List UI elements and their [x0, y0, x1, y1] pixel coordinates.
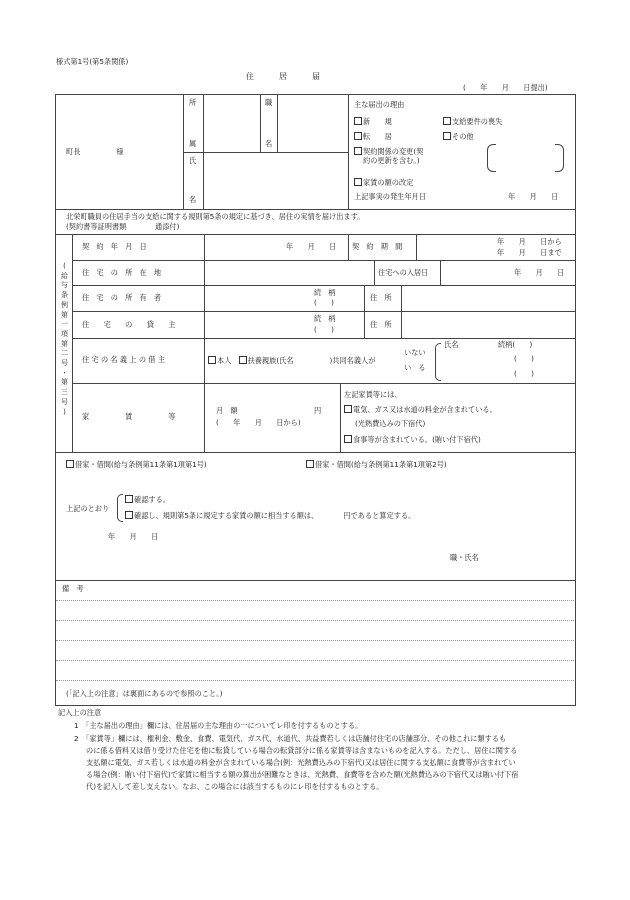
divider [72, 338, 576, 339]
location-label: 住 宅 の 所 在 地 [82, 268, 162, 277]
co-owner-none[interactable]: いない [404, 348, 426, 357]
contract-period-label: 契 約 期 間 [352, 242, 403, 251]
label-shoku: 名 [265, 139, 273, 148]
label-shoku: 職 [265, 98, 273, 107]
frame-bottom [55, 705, 576, 706]
checkbox[interactable] [354, 117, 362, 125]
checkbox[interactable] [354, 178, 362, 186]
reason-loss[interactable]: 支給要件の喪失 [443, 117, 502, 126]
checkbox[interactable] [354, 132, 362, 140]
lender-label: 住 宅 の 貸 主 [82, 320, 176, 329]
divider [72, 311, 576, 312]
divider [55, 234, 576, 235]
bracket-left [487, 144, 496, 172]
divider [72, 285, 576, 286]
checkbox[interactable] [125, 495, 133, 503]
owner-relation-paren[interactable]: ( ) [314, 298, 334, 307]
statement-line1: 北栄町職員の住居手当の支給に関する規則第5条の規定に基づき、居住の実情を届け出ます。 [66, 212, 365, 221]
divider [401, 285, 402, 338]
divider [72, 260, 576, 261]
divider [364, 285, 365, 338]
bracket-left [117, 494, 123, 522]
checkbox[interactable] [344, 405, 352, 413]
co-owner-exists[interactable]: い る [404, 363, 426, 372]
divider [55, 580, 576, 581]
checkbox[interactable] [354, 147, 362, 155]
cert-item2[interactable]: 借家・借間(給与条例第11条第1項第2号) [306, 460, 447, 469]
checkbox[interactable] [443, 132, 451, 140]
period-to[interactable]: 年 月 日まで [497, 248, 562, 257]
reason-contract-cont: 約の更新を含む。) [363, 156, 420, 165]
reason-contract[interactable]: 契約関係の変更(契 [354, 147, 423, 156]
note-1: 1 「主な届出の理由」欄には、住居届の主な理由の一についてレ印を付するものとする。 [74, 721, 363, 730]
reason-new[interactable]: 新 規 [354, 117, 392, 126]
reason-move[interactable]: 転 居 [354, 132, 392, 141]
form-title: 住 居 届 [246, 72, 323, 81]
location-field[interactable] [208, 263, 372, 283]
movein-label: 住宅への入居日 [378, 268, 429, 277]
confirm-option2[interactable]: 確認し、規則第5条に規定する家賃の額に相当する額は、 円であると算定する。 [125, 511, 415, 520]
divider [183, 152, 348, 153]
contract-date-value[interactable]: 年 月 日 [286, 242, 337, 251]
co-owner-relation[interactable]: 続柄( ) [498, 340, 533, 349]
confirm-lead: 上記のとおり [66, 504, 110, 513]
checkbox[interactable] [125, 511, 133, 519]
tenant-options[interactable]: 本人 扶養親族(氏名 )共同名義人が [208, 356, 375, 365]
checkbox[interactable] [208, 356, 216, 364]
divider [204, 234, 205, 452]
shozoku-field[interactable] [206, 99, 258, 149]
divider [55, 209, 576, 210]
label-shimei: 名 [189, 195, 197, 204]
reason-title: 主な届出の理由 [354, 100, 405, 109]
remarks-label: 備 考 [62, 584, 84, 593]
note-2-line5: 代)を記入して差し支えない。なお、この場合には該当するものにレ印を付するものとする。 [86, 782, 384, 791]
lender-relation-label: 続 柄 [314, 314, 336, 323]
divider [348, 234, 349, 260]
co-owner-name-label: 氏名 [444, 340, 459, 349]
checkbox[interactable] [443, 117, 451, 125]
owner-address-label: 住 所 [370, 293, 392, 302]
checkbox[interactable] [239, 356, 247, 364]
occur-label: 上記事実の発生年月日 [354, 192, 426, 201]
lender-address-label: 住 所 [370, 320, 392, 329]
cert-signature-label: 職・氏名 [450, 553, 479, 562]
bracket-right [555, 144, 564, 172]
owner-address-field[interactable] [405, 289, 573, 309]
yen-unit: 円 [314, 406, 322, 415]
confirm-option1[interactable]: 確認する。 [125, 495, 170, 504]
tenant-label: 住 宅 の 名 義 上 の 借 主 [82, 355, 165, 364]
contract-date-label: 契 約 年 月 日 [82, 242, 147, 251]
submit-date: ( 年 月 日提出) [463, 83, 548, 92]
divider [260, 94, 261, 152]
note-2-line1: 2 「家賃等」欄には、権利金、敷金、食費、電気代、ガス代、水道代、共益費若しくは店舗付住宅の店舗部分、その他これに類するも [74, 734, 507, 743]
divider [340, 383, 341, 452]
rent-utilities[interactable]: 電気、ガス又は水道の料金が含まれている。 [344, 405, 497, 414]
label-shozoku: 所 [189, 98, 197, 107]
form-number: 様式第1号(第5条関係) [56, 57, 129, 66]
monthly-label: 月 額 [216, 406, 238, 415]
divider [440, 260, 441, 285]
bracket-left [435, 343, 441, 381]
cert-date[interactable]: 年 月 日 [108, 532, 159, 541]
checkbox[interactable] [344, 435, 352, 443]
rent-included-note: 左記家賃等には、 [344, 390, 402, 399]
rent-meals[interactable]: 食事等が含まれている。(賄い付下宿代) [344, 435, 481, 444]
cert-item1[interactable]: 借家・借間(給与条例第11条第1項第1号) [66, 460, 207, 469]
movein-value[interactable]: 年 月 日 [514, 268, 565, 277]
notes-title: 記入上の注意 [58, 708, 102, 717]
checkbox[interactable] [306, 460, 314, 468]
divider [416, 234, 417, 260]
frame-right [575, 94, 576, 705]
frame-top [55, 94, 576, 95]
shimei-field[interactable] [206, 156, 346, 206]
remarks-field[interactable] [58, 596, 574, 682]
lender-address-field[interactable] [405, 315, 573, 335]
reason-rent[interactable]: 家賃の額の改定 [354, 178, 413, 187]
remarks-footer: (「記入上の注意」は裏面にあるので参照のこと。) [66, 689, 223, 698]
note-2-line2: のに係る借料又は借り受けた住宅を他に転貸している場合の転貸部分に係る家賃等は含まないものを記入する。ただし、居住に関する [86, 746, 518, 755]
divider [72, 383, 576, 384]
note-2-line4: る場合(例：賄い付下宿代)で家賃に相当する額の算出が困難なときは、光熱費、食費等を含めた額(光熱費込みの下宿代又は賄い付下宿 [86, 770, 519, 779]
divider [374, 260, 375, 285]
divider [277, 94, 278, 152]
label-shimei: 氏 [189, 156, 197, 165]
label-shozoku: 属 [189, 139, 197, 148]
statement-line2: (契約書等証明書類 通添付) [66, 222, 180, 231]
occur-date[interactable]: 年 月 日 [508, 192, 559, 201]
shoku-field[interactable] [280, 99, 346, 149]
frame-left [55, 94, 56, 705]
reason-other[interactable]: その他 [443, 132, 474, 141]
note-2-line3: 支払額に電気、ガス若しくは水道の料金が含まれている場合(例：光熱費込みの下宿代)又は居住に関する支払額に食費等が含まれてい [86, 758, 516, 767]
rent-label: 家 賃 等 [82, 412, 176, 421]
divider [72, 234, 73, 452]
rent-from[interactable]: ( 年 月 日から) [216, 418, 301, 427]
divider [55, 452, 576, 453]
rent-utilities-sub: (光熱費込みの下宿代) [355, 419, 426, 428]
period-from[interactable]: 年 月 日から [497, 237, 562, 246]
divider [348, 94, 349, 209]
side-label: ( 給 与 条 例 第 一 項 第 二 号 ・ 第 三 号 ) [61, 262, 68, 416]
addressee: 町長 様 [66, 147, 124, 156]
checkbox[interactable] [66, 460, 74, 468]
co-owner-relation[interactable]: ( ) [514, 354, 534, 363]
owner-relation-label: 続 柄 [314, 288, 336, 297]
lender-relation-paren[interactable]: ( ) [314, 325, 334, 334]
owner-label: 住 宅 の 所 有 者 [82, 293, 162, 302]
co-owner-relation[interactable]: ( ) [514, 369, 534, 378]
